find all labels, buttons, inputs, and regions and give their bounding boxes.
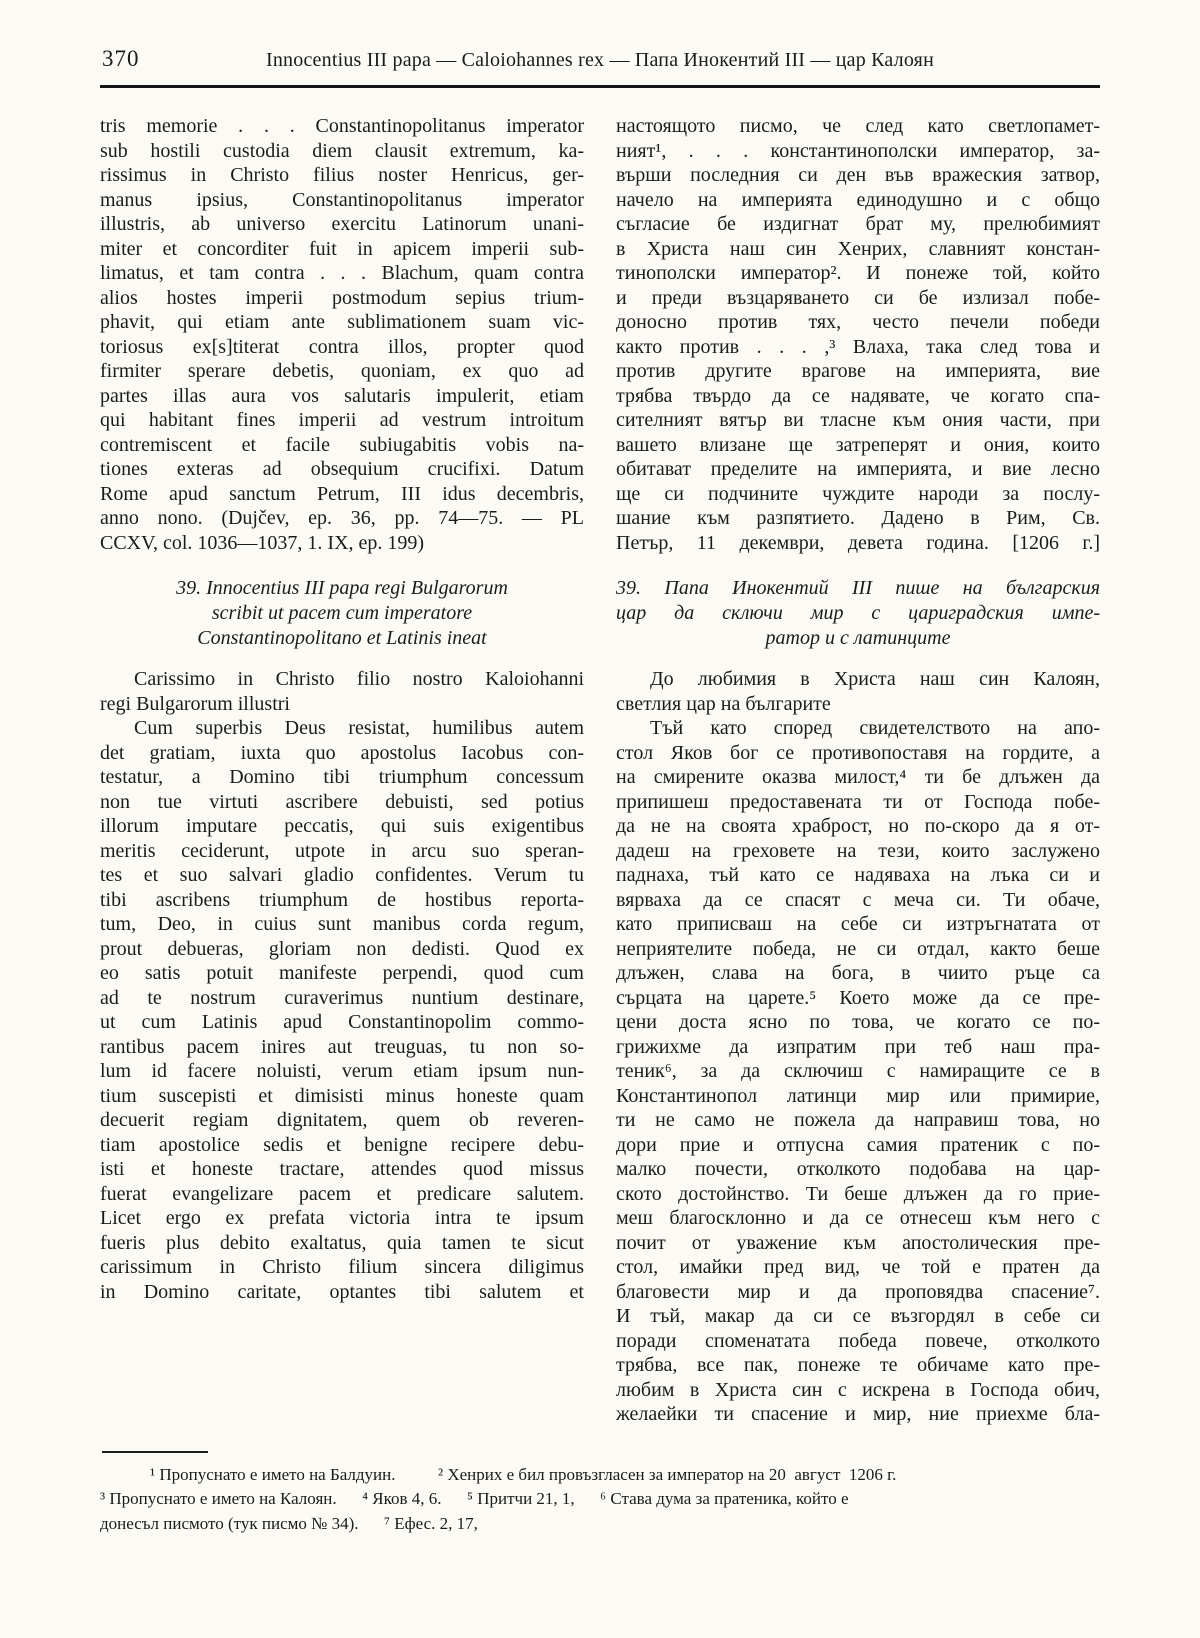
right-column-bulgarian (616, 114, 1100, 1427)
text-line: Licet ergo ex prefata victoria intra te ipsum (100, 1207, 584, 1229)
text-line: rissimus in Christo filius noster Henricus, ger- (100, 164, 584, 186)
text-line: decuerit regiam dignitatem, quem ob reveren- (100, 1109, 584, 1131)
text-line: alios hostes imperii postmodum sepius trium- (100, 286, 584, 309)
text-line: lum id facere noluisti, verum etiam ipsum nun- (100, 1060, 584, 1082)
running-head (100, 46, 1100, 76)
text-line: начело на империята единодушно и с общо (616, 188, 1100, 211)
text-line: prout debueras, gloriam non dedisti. Quod ex (100, 937, 584, 960)
text-line: anno nono. (Dujčev, ep. 36, pp. 74—75. — PL (100, 507, 584, 529)
text-line: на смирените оказва милост,⁴ ти бе длъжен да (616, 766, 1100, 788)
text-line: toriosus ex[s]titerat contra illos, propter quod (100, 335, 584, 358)
latin-section-39-heading (100, 576, 584, 651)
text-line: паднаха, тъй като се надяваха на лъка си и (616, 864, 1100, 886)
text-line: поради споменатата победа повече, отколкото (616, 1329, 1100, 1352)
text-line: цар да сключи мир с цариградския импе- (616, 602, 1100, 624)
text-line: limatus, et tam contra . . . Blachum, quam contra (100, 262, 584, 284)
latin-salutation (100, 667, 584, 716)
text-line: isti et honeste tractare, attendes quod missus (100, 1158, 584, 1180)
header-rule (100, 85, 1100, 88)
text-line: Constantinopolitano et Latinis ineat (197, 627, 487, 649)
text-line: Carissimo in Christo filio nostro Kaloiohanni (134, 668, 584, 690)
text-line: трябва, все пак, понеже те обичаме като пре- (616, 1354, 1100, 1376)
text-line: ратор и с латинците (765, 627, 951, 649)
text-line: tes et suo salvari gladio confidentes. Verum tu (100, 864, 584, 886)
text-line: да не на своята храброст, но по-скоро да я от- (616, 815, 1100, 837)
text-line: rantibus pacem inires aut treuguas, tu non so- (100, 1035, 584, 1058)
text-line: стол, имайки пред вид, че той е пратен да (616, 1256, 1100, 1278)
text-line: tiam apostolice sedis et benigne recipere debu- (100, 1133, 584, 1156)
text-line: стол Яков бог се противопоставя на гордите, а (616, 741, 1100, 764)
text-line: доносно против тях, често печели победи (616, 311, 1100, 333)
text-line: eo satis potuit manifeste perpendi, quod cum (100, 962, 584, 984)
text-line: miter et concorditer fuit in apicem imperii sub- (100, 237, 584, 260)
text-line: firmiter sperare debetis, quoniam, ex quo ad (100, 360, 584, 382)
two-column-body (100, 114, 1100, 1427)
text-line: сителният вятър ви тласне към ония части, при (616, 409, 1100, 431)
text-line: меш благосклонно и да се отнесеш към него с (616, 1207, 1100, 1229)
text-line: ad te nostrum curaverimus nuntium destinare, (100, 986, 584, 1009)
text-line: Cum superbis Deus resistat, humilibus autem (134, 717, 584, 739)
text-line: И тъй, макар да си се възгордял в себе си (616, 1305, 1100, 1327)
text-line: като приписваш на себе си изтръгнатата от (616, 913, 1100, 935)
text-line: carissimum in Christo filium sincera diligimus (100, 1256, 584, 1278)
text-line: manus ipsius, Constantinopolitanus imperator (100, 188, 584, 211)
text-line: ³ Пропуснато е името на Калоян. ⁴ Яков 4, 6. ⁵ Притчи 21, 1, ⁶ Става дума за пратеника, който е (100, 1489, 849, 1508)
text-line: tibi ascribens triumphum de hostibus reporta- (100, 888, 584, 911)
text-line: partes illas aura vos salutaris impulerit, etiam (100, 384, 584, 407)
text-line: tris memorie . . . Constantinopolitanus imperator (100, 115, 584, 137)
text-line: трябва твърдо да се надявате, че когато спа- (616, 384, 1100, 407)
text-line: testatur, a Domino tibi triumphum concessum (100, 766, 584, 788)
text-line: 39. Папа Инокентий III пише на българския (616, 577, 1100, 599)
text-line: Петър, 11 декември, девета година. [1206 г.] (616, 531, 1100, 554)
text-line: tium suscepisti et dimisisti minus honeste quam (100, 1084, 584, 1107)
text-line: illustris, ab universo exercitu Latinorum unani- (100, 213, 584, 235)
text-line: CCXV, col. 1036—1037, 1. IX, ep. 199) (100, 531, 425, 554)
text-line: цени доста ясно по това, че когато се по- (616, 1011, 1100, 1033)
text-line: и преди възцаряването си бе излизал побе- (616, 286, 1100, 309)
text-line: вярваха да се спасят с меча си. Ти обаче, (616, 888, 1100, 911)
footnote-lines (100, 1463, 1100, 1537)
text-line: в Христа наш син Хенрих, славният констан- (616, 237, 1100, 260)
text-line: regi Bulgarorum illustri (100, 692, 290, 715)
text-line: светлия цар на българите (616, 692, 831, 715)
text-line: contremiscent et facile subiugabitis vobis na- (100, 433, 584, 456)
text-line: дори прие и отпусна самия пратеник с по- (616, 1133, 1100, 1156)
text-line: върши последния си ден във вражеския затвор, (616, 164, 1100, 186)
text-line: fueris plus debito exaltatus, quia tamen te sicut (100, 1231, 584, 1254)
text-line: Тъй като според свидетелството на апо- (650, 717, 1100, 739)
text-line: scribit ut pacem cum imperatore (211, 602, 473, 624)
text-line: обитават пределите на империята, и вие лесно (616, 458, 1100, 480)
latin-letter-39-text (100, 716, 584, 1304)
bulgarian-salutation (616, 667, 1100, 716)
running-head-title: Innocentius III papa — Caloiohannes rex — Папа Инокентий III — цар Калоян (266, 49, 934, 71)
left-column-latin (100, 114, 584, 1427)
text-line: sub hostili custodia diem clausit extremum, ka- (100, 139, 584, 162)
text-line: малко почести, отколкото подобава на цар- (616, 1158, 1100, 1180)
text-line: non tue virtuti ascribere debuisti, sed potius (100, 790, 584, 813)
text-line: 39. Innocentius III papa regi Bulgarorum (176, 577, 508, 599)
latin-letter-38-text (100, 114, 584, 555)
text-line: против другите врагове на империята, вие (616, 360, 1100, 382)
text-line: длъжен, слава на бога, в чиито ръце са (616, 962, 1100, 984)
text-line: phavit, qui etiam ante sublimationem suam vic- (100, 311, 584, 333)
text-line: благовести мир и да проповядва спасение⁷. (616, 1280, 1100, 1303)
page-number: 370 (102, 46, 140, 71)
text-line: fuerat evangelizare pacem et predicare salutem. (100, 1182, 584, 1205)
text-line: както против . . . ,³ Влаха, така след това и (616, 335, 1100, 358)
text-line: теник⁶, за да сключиш с намиращите се в (616, 1060, 1100, 1082)
bulgarian-letter-38-text (616, 114, 1100, 555)
text-line: illorum imputare peccatis, qui suis exigentibus (100, 815, 584, 837)
text-line: ut cum Latinis apud Constantinopolim commo- (100, 1011, 584, 1033)
text-line: вашето влизане ще затреперят и ония, които (616, 433, 1100, 456)
text-line: det gratiam, iuxta quo apostolus Iacobus con- (100, 741, 584, 764)
text-line: желаейки ти спасение и мир, ние приехме бла- (616, 1403, 1100, 1425)
text-line: сърцата на царете.⁵ Което може да се пре- (616, 986, 1100, 1009)
text-line: ният¹, . . . константинополски император, за- (616, 139, 1100, 162)
text-line: До любимия в Христа наш син Калоян, (650, 668, 1100, 690)
text-line: шание към разпятието. Дадено в Рим, Св. (616, 507, 1100, 529)
text-line: in Domino caritate, optantes tibi salutem et (100, 1280, 584, 1303)
text-line: дадеш на греховете на тези, които заслужено (616, 839, 1100, 862)
text-line: настоящото писмо, че след като светлопамет- (616, 115, 1100, 137)
text-line: съгласие бе издигнат брат му, прелюбимият (616, 213, 1100, 235)
text-line: донесъл писмото (тук писмо № 34). ⁷ Ефес. 2, 17, (100, 1513, 478, 1533)
text-line: Rome apud sanctum Petrum, III idus decembris, (100, 482, 584, 505)
text-line: припишеш предоставената ти от Господа побе- (616, 790, 1100, 813)
text-line: tum, Deo, in cuius sunt manibus corda regum, (100, 913, 584, 935)
text-line: неприятелите победа, не си отдал, както беше (616, 937, 1100, 960)
text-line: тинополски император². И понеже той, който (616, 262, 1100, 284)
text-line: ското достойнство. Ти беше длъжен да го прие- (616, 1182, 1100, 1205)
footnote-separator-rule (102, 1451, 208, 1453)
text-line: любим в Христа син с искрена в Господа обич, (616, 1378, 1100, 1401)
text-line: meritis ceciderunt, utpote in arcu suo speran- (100, 839, 584, 862)
footnotes-block (100, 1451, 1100, 1537)
text-line: ти не само не пожела да направиш това, но (616, 1109, 1100, 1131)
text-line: Константинопол латинци мир или примирие, (616, 1084, 1100, 1107)
text-line: грижихме да изпратим при теб наш пра- (616, 1035, 1100, 1058)
text-line: tiones exteras ad obsequium crucifixi. Datum (100, 458, 584, 480)
text-line: ¹ Пропуснато е името на Балдуин. ² Хенрих е бил провъзгласен за император на 20 август 1206 г. (150, 1464, 897, 1484)
text-line: qui habitant fines imperii ad vestrum introitum (100, 409, 584, 431)
bulgarian-letter-39-text (616, 716, 1100, 1427)
bulgarian-section-39-heading (616, 576, 1100, 651)
text-line: почит от уважение към апостолическия пре- (616, 1231, 1100, 1254)
text-line: ще си подчините чуждите народи за послу- (616, 482, 1100, 505)
